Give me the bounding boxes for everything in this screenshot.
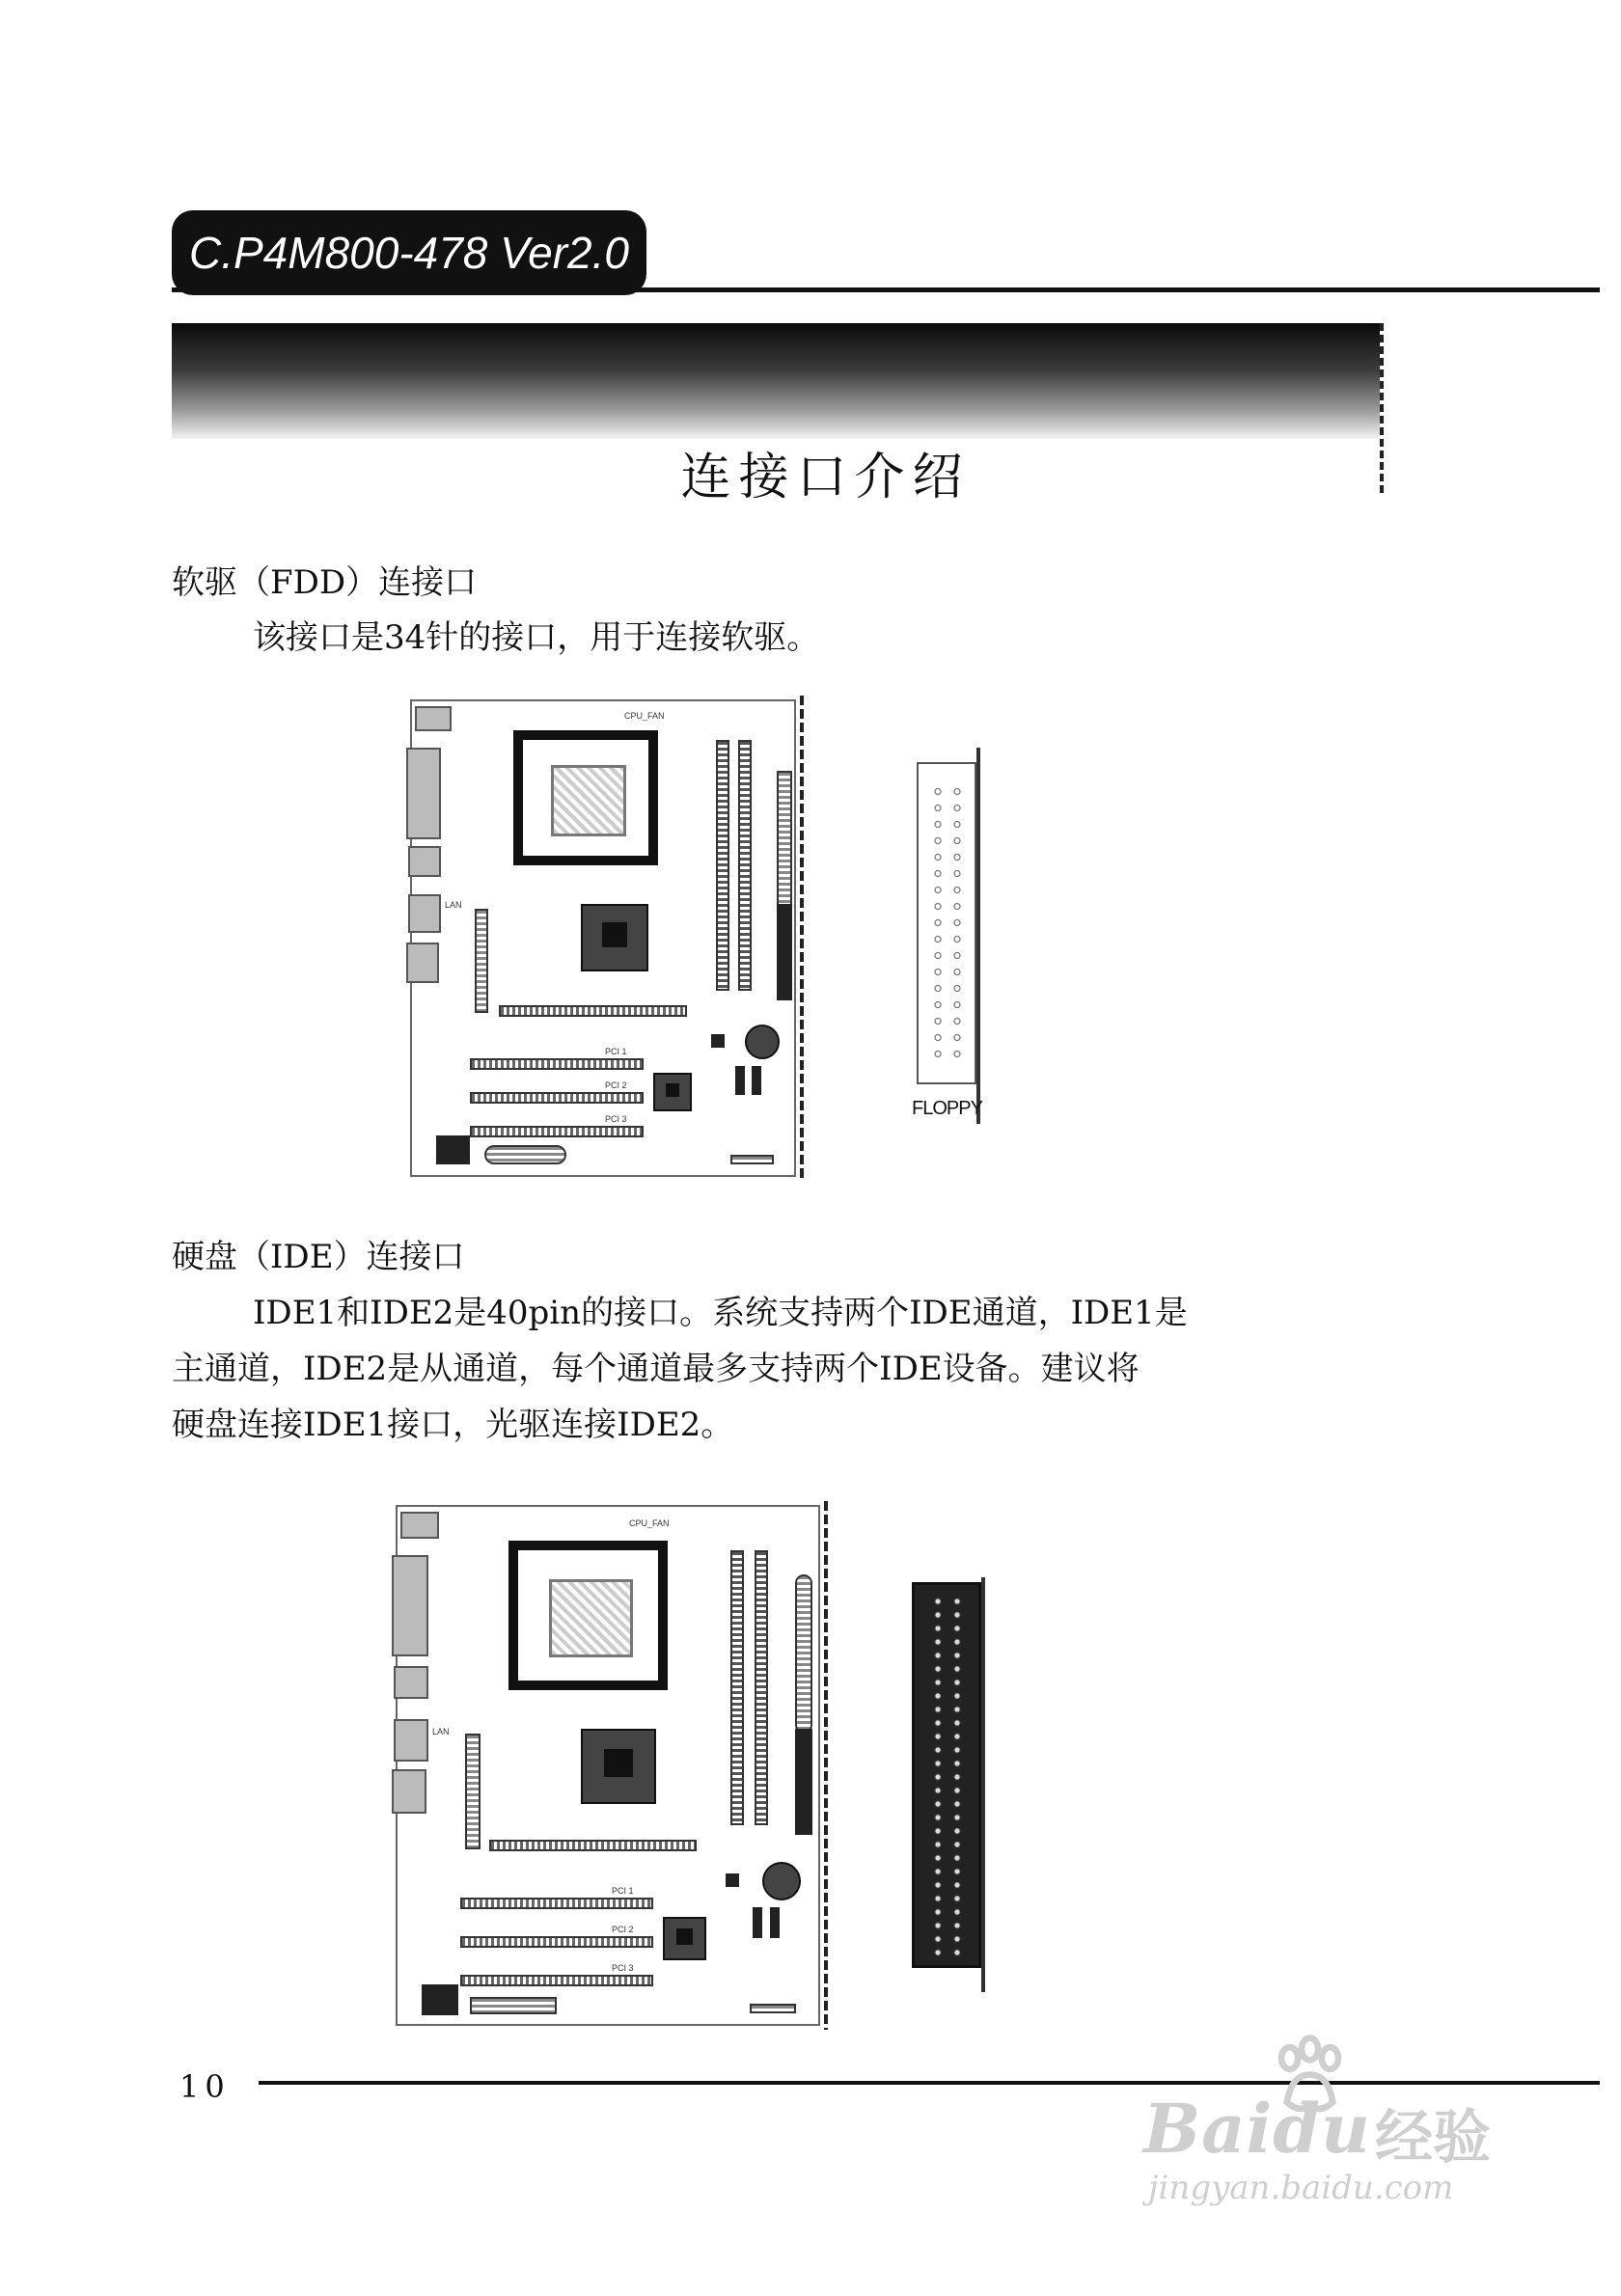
pci-slot-1 [460, 1898, 653, 1909]
watermark-brand: Baidu [1143, 2089, 1371, 2169]
floppy-label: FLOPPY [912, 1098, 982, 1119]
audio-port [392, 1769, 426, 1814]
floppy-connector [470, 1997, 557, 2014]
ide1-connector [777, 904, 792, 1000]
ps2-port [400, 1512, 439, 1539]
ide-line-3: 硬盘连接IDE1接口，光驱连接IDE2。 [172, 1406, 734, 1444]
front-panel-header [750, 2004, 796, 2013]
motherboard-diagram-fdd [410, 699, 796, 1177]
floppy-pins [928, 783, 967, 1063]
ide-line-1: IDE1和IDE2是40pin的接口。系统支持两个IDE通道，IDE1是 [253, 1294, 1188, 1332]
header-rule [172, 287, 1600, 292]
front-panel-header [730, 1155, 774, 1164]
floppy-connector-highlight [484, 1145, 566, 1164]
audio-port [406, 943, 439, 983]
dimm-slot-1 [716, 740, 729, 991]
pci3-label: PCI 3 [612, 1963, 634, 1973]
watermark-brand-cn: 经验 [1375, 2104, 1491, 2172]
cpu-socket [513, 730, 658, 865]
sata-connector-2 [770, 1907, 780, 1938]
dimm-slot-2 [755, 1550, 768, 1825]
lan-port [394, 1719, 428, 1762]
fdd-description: 该接口是34针的接口，用于连接软驱。 [253, 618, 820, 657]
pci-slot-2 [460, 1936, 653, 1948]
page-number: 10 [179, 2068, 231, 2105]
vga-port [408, 846, 441, 877]
lan-label: LAN [432, 1727, 450, 1736]
pci1-label: PCI 1 [605, 1047, 627, 1056]
northbridge-chip [581, 1729, 656, 1804]
ide-connector [912, 1582, 981, 1968]
ps2-port [415, 706, 452, 731]
agp-slot [489, 1840, 697, 1851]
ide-pins [928, 1595, 967, 1961]
pci-slot-3 [460, 1975, 653, 1986]
cmos-battery [762, 1862, 801, 1900]
floppy-connector [917, 762, 976, 1084]
watermark-url: jingyan.baidu.com [1148, 2169, 1454, 2207]
dimm-slot-2 [738, 740, 752, 991]
floppy-connector-edge [976, 748, 980, 1124]
com-port [406, 748, 441, 839]
southbridge-chip [663, 1917, 706, 1960]
ide2-connector [475, 909, 488, 1013]
pci2-label: PCI 2 [612, 1925, 634, 1934]
ide-line-2: 主通道，IDE2是从通道，每个通道最多支持两个IDE设备。建议将 [172, 1350, 1140, 1388]
sata-connector-2 [752, 1066, 761, 1095]
cpu-socket [508, 1541, 668, 1690]
sata-connector-1 [735, 1066, 745, 1095]
pci-slot-3 [470, 1126, 644, 1137]
section-banner [172, 323, 1383, 439]
pci3-label: PCI 3 [605, 1114, 627, 1124]
com-port [392, 1555, 428, 1656]
jumper [726, 1873, 739, 1887]
vga-port [394, 1666, 428, 1699]
ide-heading: 硬盘（IDE）连接口 [172, 1238, 465, 1276]
northbridge-chip [581, 904, 648, 971]
cpu-fan-label: CPU_FAN [624, 711, 665, 721]
footer-rule [259, 2081, 1600, 2085]
jumper [711, 1034, 725, 1048]
pci-slot-1 [470, 1058, 644, 1070]
lan-label: LAN [445, 900, 462, 910]
motherboard-diagram-ide [396, 1505, 820, 2026]
ide-connector-highlight [795, 1574, 812, 1734]
io-chip [436, 1135, 470, 1164]
lan-port [408, 894, 441, 933]
sata-connector-1 [753, 1907, 762, 1938]
cmos-battery [745, 1025, 780, 1059]
agp-slot [499, 1005, 687, 1017]
pci-slot-2 [470, 1092, 644, 1104]
io-chip [422, 1984, 458, 2015]
southbridge-chip [653, 1073, 692, 1111]
cpu-fan-label: CPU_FAN [629, 1518, 670, 1528]
section-title: 连接口介绍 [680, 449, 971, 506]
ide-connector-edge [981, 1577, 985, 1992]
atx-power-connector [777, 771, 792, 916]
pci1-label: PCI 1 [612, 1886, 634, 1896]
dimm-slot-1 [730, 1550, 744, 1825]
model-badge: C.P4M800-478 Ver2.0 [172, 210, 646, 295]
ide1-connector [795, 1729, 812, 1835]
fdd-heading: 软驱（FDD）连接口 [172, 563, 478, 602]
pci2-label: PCI 2 [605, 1080, 627, 1090]
ide2-connector [465, 1734, 481, 1849]
